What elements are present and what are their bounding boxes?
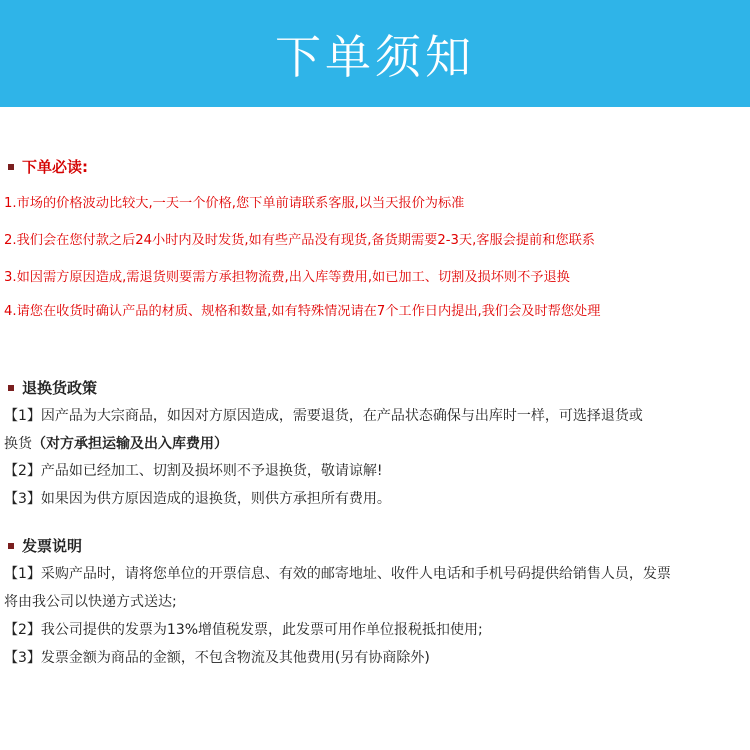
page-title: 下单须知: [275, 29, 475, 84]
return-policy-heading-text: 退换货政策: [22, 379, 98, 397]
must-read-heading-text: 下单必读:: [22, 158, 88, 176]
must-read-item-3: 3.如因需方原因造成,需退货则要需方承担物流费,出入库等费用,如已加工、切割及损坏则不予退换: [4, 270, 570, 285]
return-policy-item-3: 【3】如果因为供方原因造成的退换货，则供方承担所有费用。: [4, 491, 391, 507]
return-policy-item-2: 【2】产品如已经加工、切割及损坏则不予退换货，敬请谅解!: [4, 463, 383, 479]
invoice-item-1-line-1: 【1】采购产品时，请将您单位的开票信息、有效的邮寄地址、收件人电话和手机号码提供给销售人员，发票: [4, 566, 671, 582]
header-banner: [0, 0, 750, 107]
invoice-item-1-line-2: 将由我公司以快递方式送达;: [4, 594, 177, 610]
invoice-item-2: 【2】我公司提供的发票为13%增值税发票，此发票可用作单位报税抵扣使用;: [4, 622, 483, 638]
square-bullet-icon: [8, 385, 14, 391]
return-policy-item-1-note: （对方承担运输及出入库费用）: [32, 436, 228, 452]
must-read-item-1: 1.市场的价格波动比较大,一天一个价格,您下单前请联系客服,以当天报价为标准: [4, 196, 465, 211]
return-policy-item-1-line-2: [4, 433, 228, 453]
must-read-item-2: 2.我们会在您付款之后24小时内及时发货,如有些产品没有现货,备货期需要2-3天,客服会提前和您联系: [4, 233, 595, 248]
square-bullet-icon: [8, 543, 14, 549]
return-policy-item-1-prefix: 换货: [4, 436, 32, 452]
square-bullet-icon: [8, 164, 14, 170]
return-policy-heading: [8, 377, 97, 398]
invoice-heading-text: 发票说明: [22, 537, 83, 555]
must-read-heading: [8, 156, 88, 177]
invoice-heading: [8, 535, 82, 556]
must-read-item-4: 4.请您在收货时确认产品的材质、规格和数量,如有特殊情况请在7个工作日内提出,我们会及时帮您处理: [4, 304, 601, 319]
return-policy-item-1-line-1: 【1】因产品为大宗商品，如因对方原因造成，需要退货，在产品状态确保与出库时一样，可选择退货或: [4, 408, 643, 424]
invoice-item-3: 【3】发票金额为商品的金额，不包含物流及其他费用(另有协商除外): [4, 650, 430, 666]
